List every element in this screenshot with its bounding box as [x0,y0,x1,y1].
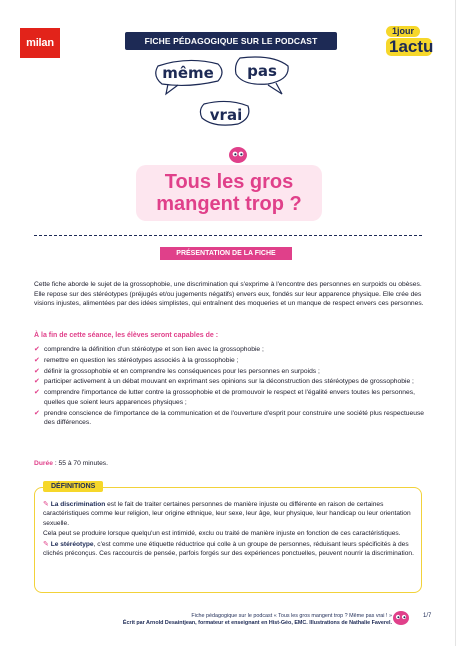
dashed-divider [34,235,422,236]
brand-bottom: 1actu [386,38,432,56]
duration-label: Durée [34,460,53,467]
speech-bubble-2-tail [268,83,282,94]
mascot-footer-icon [392,610,410,626]
list-item [34,388,426,407]
definitions-label: DÉFINITIONS [43,481,103,492]
footer-line-1: Fiche pédagogique sur le podcast « Tous les gros mangent trop ? Même pas vrai ! » [191,613,392,619]
term-discrimination: La discrimination [50,501,106,508]
list-item [34,356,426,366]
definition-text: , c'est comme une étiquette réductrice qui colle à un groupe de personnes, réduisant leurs spécificités à des clichés préconçus. Ces raccourcis de pensée, parfois forgés sur des expériences ponctuelles, peuvent nourrir la discrimination. [43,541,414,558]
page-number: 1/7 [423,613,432,619]
1jour1actu-logo [386,26,432,56]
term-stereotype: Le stéréotype [50,541,94,549]
list-item-text: définir la grossophobie et en comprendre les conséquences pour les personnes en surpoids ; [44,367,320,375]
check-icon: ✔ [34,356,40,364]
podcast-logo [148,56,308,146]
check-icon: ✔ [34,389,40,397]
title-line-1: Tous les gros [164,171,294,193]
list-item [34,409,426,428]
list-item-text: comprendre l'importance de lutter contre la grossophobie et de promouvoir le respect et l'égalité envers toutes les personnes, quelles que soient leurs apparences physiques ; [44,389,415,406]
list-item [34,377,426,387]
section-label [160,247,292,260]
logo-word-pas: pas [247,62,277,80]
header-banner-text: FICHE PÉDAGOGIQUE SUR LE PODCAST [144,36,318,46]
definition-discrimination-cont: Cela peut se produire lorsque quelqu'un est intimidé, exclu ou traité de manière injuste en fonction de ces caractéristiques. [43,530,401,538]
magic-wand-icon: ✎ [43,541,49,549]
duration-value: : 55 à 70 minutes. [52,460,108,467]
definition-stereotype [43,540,415,559]
section-label-text: PRÉSENTATION DE LA FICHE [176,250,276,257]
definitions-body [43,500,415,560]
list-item [34,367,426,377]
check-icon: ✔ [34,378,40,386]
check-icon: ✔ [34,346,40,353]
logo-word-vrai: vrai [209,106,243,124]
intro-paragraph: Cette fiche aborde le sujet de la grossophobie, une discrimination qui s'exprime à l'encontre des personnes en surpoids ou obèses. Elle repose sur des stéréotypes (préjugés et/ou jugements négatifs) envers eux, fondés sur leur apparence physique. Elle crée des visions injustes, alimentées par des idées simplistes, qui entraînent des moqueries et un manque de respect envers ces personnes. [34,281,424,308]
logo-word-meme: même [162,64,214,82]
episode-title [136,165,322,221]
title-line-2: mangent trop ? [156,193,302,215]
header-banner [125,32,337,50]
list-item-text: comprendre la définition d'un stéréotype et son lien avec la grossophobie ; [44,346,264,353]
list-item [34,345,426,355]
footer-line-2: Écrit par Arnold Desaintjean, formateur et enseignant en Hist-Géo, EMC. Illustrations de Nathalie Faverel. [122,620,392,627]
list-item-text: participer activement à un débat mouvant en exprimant ses opinions sur la déconstruction des stéréotypes de grossophobie ; [44,378,414,386]
goals-title: À la fin de cette séance, les élèves seront capables de : [34,332,219,339]
list-item-text: remettre en question les stéréotypes associés à la grossophobie ; [44,356,239,364]
footer-credits [92,613,392,627]
milan-logo [20,28,60,58]
list-item-text: prendre conscience de l'importance de la communication et de l'ouverture d'esprit pour construire une société plus respectueuse des différences. [44,409,425,427]
check-icon: ✔ [34,367,40,375]
definition-discrimination [43,500,415,528]
definitions-box [34,483,422,593]
milan-logo-text: milan [26,37,54,49]
mascot-icon [228,146,248,164]
check-icon: ✔ [34,409,40,417]
magic-wand-icon: ✎ [43,501,49,508]
definition-text: est le fait de traiter certaines personnes de manière injuste ou différente en raison de certaines caractéristiques comme leur religion, leur origine ethnique, leur sexe, leur âge, leur physique, leur handicap ou leur orientation sexuelle. [43,501,411,527]
goals-list [34,345,426,429]
duration [34,460,108,467]
brand-top: 1jour [386,26,420,37]
